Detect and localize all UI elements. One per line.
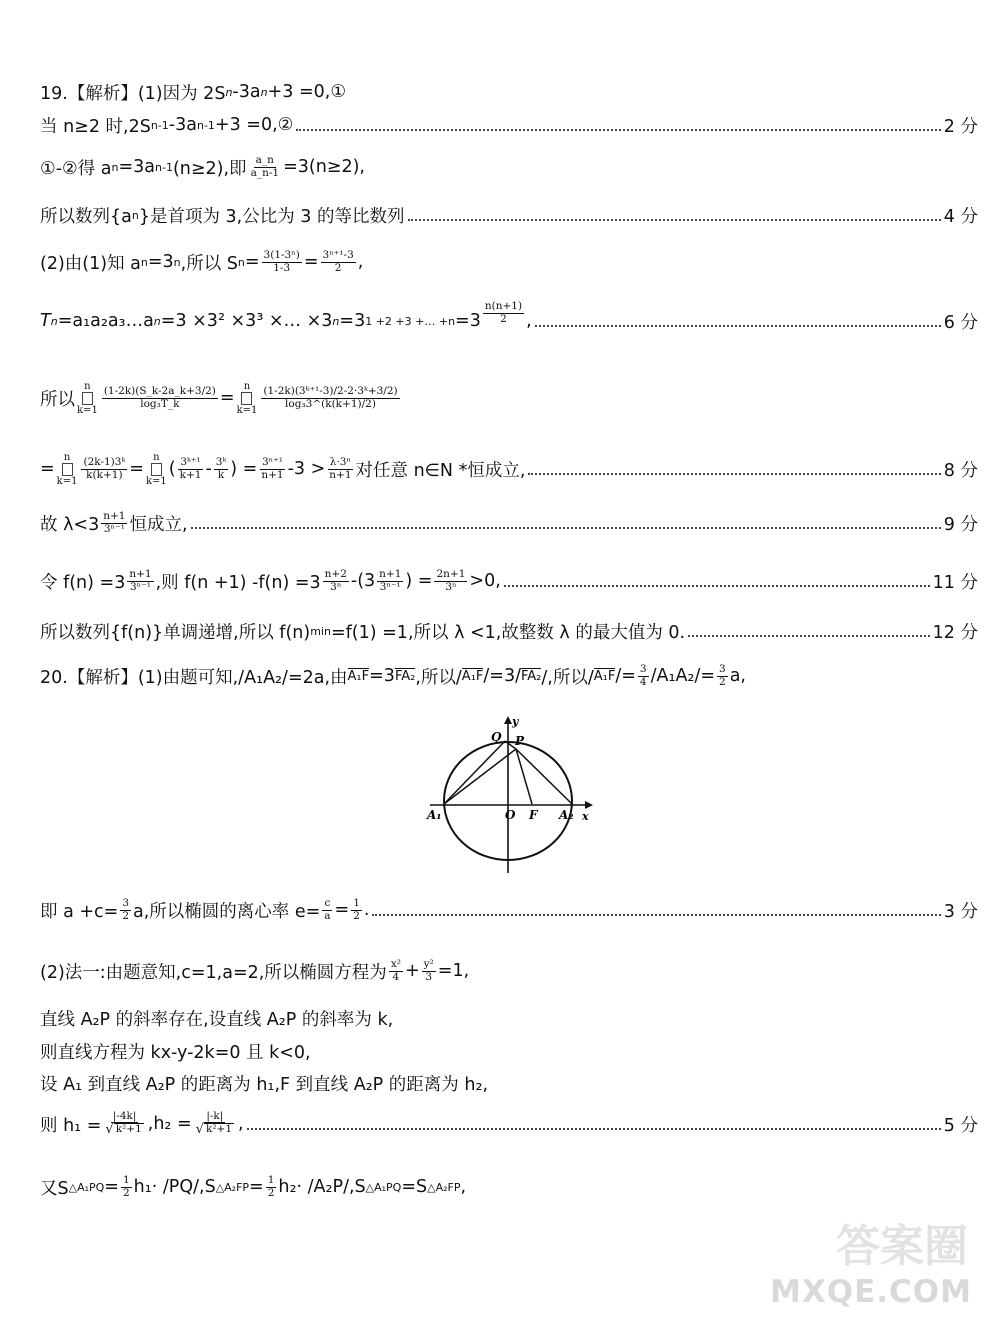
- sol20-line3: (2)法一:由题意知,c=1,a=2,所以椭圆方程为 $\frac{\text{x²}}{4}$ + $\frac{\text{y²}}{3}$ =1,: [40, 957, 470, 983]
- watermark: [769, 1210, 972, 1310]
- fraction: $\frac{\text{(2k-1)3ᵏ}}{k(k+1)}$: [83, 455, 126, 481]
- fraction: $\frac{\text{3(1-3ⁿ)}}{1-3}$: [263, 248, 300, 274]
- fraction: $\frac{n+1}{\text{3ⁿ⁻¹}}$: [103, 509, 126, 535]
- fraction: $\frac{n+2}{\text{3ⁿ}}$: [324, 567, 347, 593]
- y-axis-label: y: [512, 715, 519, 728]
- fraction: |-k| √ k²+1: [195, 1109, 233, 1138]
- point-f-label: F: [529, 808, 538, 822]
- fraction: $\frac{n+1}{\text{3ⁿ⁻¹}}$: [129, 567, 152, 593]
- fraction: $\frac{\text{x²}}{4}$: [390, 957, 401, 983]
- leader-dots: [688, 635, 930, 637]
- fraction: $\frac{1}{2}$: [353, 896, 360, 922]
- sol20-line6: 设 A₁ 到直线 A₂P 的距离为 h₁,F 到直线 A₂P 的距离为 h₂,: [40, 1074, 489, 1095]
- x-axis-label: x: [582, 810, 589, 823]
- point-a2-label: A₂: [559, 808, 574, 822]
- fraction: $\frac{n+1}{\text{3ⁿ⁻¹}}$: [379, 567, 402, 593]
- score-8: 8 分: [943, 460, 978, 481]
- watermark-text: MXQE.COM: [769, 1274, 972, 1310]
- fraction: $\frac{\text{3ⁿ⁺¹}}{n+1}$: [261, 455, 284, 481]
- fraction: $\frac{\text{3ᵏ⁺¹}}{k+1}$: [179, 455, 202, 481]
- fraction: $\frac{2n+1}{\text{3ⁿ}}$: [436, 567, 466, 593]
- fraction: $\frac{\text{3ᵏ}}{k}$: [215, 455, 227, 481]
- score-12: 12 分: [932, 622, 978, 643]
- sol19-line10: 令 f(n) =3 $\frac{n+1}{\text{3ⁿ⁻¹}}$ ,则 f(n +1) -f(n) =3 $\frac{n+2}{\text{3ⁿ}}$ -(3 $\frac{n+1}{\text{3ⁿ⁻¹}}$ ) = $\frac{2n+1}{\text{3ⁿ}}$ >0, 11 分: [40, 567, 978, 593]
- fraction: $\frac{3}{2}$: [122, 896, 129, 922]
- score-4: 4 分: [943, 206, 978, 227]
- leader-dots: [535, 325, 941, 327]
- sol20-line5: 则直线方程为 kx-y-2k=0 且 k<0,: [40, 1042, 311, 1063]
- sol20-line2: 即 a +c= $\frac{3}{2}$ a,所以椭圆的离心率 e= $\frac{c}{a}$ = $\frac{1}{2}$ . 3 分: [40, 896, 978, 922]
- sol19-line5: (2)由(1)知 a n =3 n ,所以 S n = $\frac{\text{3(1-3ⁿ)}}{1-3}$ = $\frac{\text{3ⁿ⁺¹-3}}{2}$ ,: [40, 248, 364, 274]
- ellipse-figure: [425, 713, 595, 875]
- fraction: $\frac{c}{a}$: [324, 896, 331, 922]
- leader-dots: [191, 527, 941, 529]
- fraction: $\frac{\text{3ⁿ⁺¹-3}}{2}$: [322, 248, 354, 274]
- point-a1-label: A₁: [427, 808, 442, 822]
- score-9: 9 分: [943, 514, 978, 535]
- fraction: $\frac{3}{2}$: [719, 662, 726, 688]
- sol20-line8: 又S △A₁PQ = $\frac{1}{2}$ h₁· /PQ/,S △A₂FP = $\frac{1}{2}$ h₂· /A₂P/,S △A₁PQ =S △A₂FP ,: [40, 1173, 467, 1199]
- sum-symbol: n k=1: [77, 380, 98, 416]
- leader-dots: [408, 219, 941, 221]
- origin-label: O: [505, 808, 516, 822]
- fraction: $\frac{\text{(1-2k)(3ᵏ⁺¹-3)/2-2·3ᵏ+3/2)}}{\text{log₃3\textasciicircum{}(k(k+1)/2)}}$: [263, 384, 398, 410]
- sol19-line2: 当 n≥2 时,2S n-1 -3a n-1 +3 =0,② 2 分: [40, 110, 978, 140]
- sol19-line4: 所以数列{a n }是首项为 3,公比为 3 的等比数列 4 分: [40, 200, 978, 230]
- leader-dots: [372, 914, 940, 916]
- sol19-line1: 19.【解析】(1)因为 2S n -3a n +3 =0,①: [40, 82, 347, 104]
- sol19-line11: 所以数列{f(n)}单调递增,所以 f(n) min =f(1) =1,所以 λ <1,故整数 λ 的最大值为 0. 12 分: [40, 616, 978, 646]
- sol19-line3: ①-②得 a n =3a n-1 (n≥2),即 $\frac{a\_n}{a\_n-1}$ =3(n≥2),: [40, 153, 365, 179]
- fraction: $\frac{3}{4}$: [639, 662, 647, 688]
- fraction: $\frac{\text{λ·3ⁿ}}{n+1}$: [329, 455, 352, 481]
- exponent-fraction: $\frac{n(n+1)}{2}$: [484, 299, 523, 325]
- sol19-line9: 故 λ<3 $\frac{n+1}{\text{3ⁿ⁻¹}}$ 恒成立, 9 分: [40, 509, 978, 535]
- point-p-label: P: [515, 734, 525, 748]
- sol20-line1: 20.【解析】(1)由题可知,/A₁A₂/=2a,由 A₁F =3 FA₂ ,所以/ A₁F /=3/ FA₂ /,所以/ A₁F /= $\frac{3}{4}$ /A₁A₂/= $\frac{3}{2}$ a,: [40, 662, 746, 688]
- sum-symbol: n k=1: [145, 451, 167, 487]
- sol19-line8: = n k=1 $\frac{\text{(2k-1)3ᵏ}}{k(k+1)}$ = n k=1 ( $\frac{\text{3ᵏ⁺¹}}{k+1}$ - $\frac{\text{3ᵏ}}{k}$ ) = $\frac{\text{3ⁿ⁺¹}}{n+1}$ -3 > $\frac{\text{λ·3ⁿ}}{n+1}$ 对任意 n∈N *恒成立, 8 分: [40, 451, 978, 487]
- score-3: 3 分: [943, 901, 978, 922]
- fraction: $\frac{\text{y²}}{3}$: [423, 957, 434, 983]
- leader-dots: [504, 585, 930, 587]
- watermark-logo: 答案圈: [836, 1221, 968, 1272]
- score-2: 2 分: [943, 116, 978, 137]
- fraction: $\frac{1}{2}$: [267, 1173, 275, 1199]
- point-q-label: Q: [491, 730, 502, 744]
- sol20-line7: 则 h₁ = |-4k| √ k²+1 ,h₂ = |-k| √ k²+1 , 5 分: [40, 1109, 978, 1138]
- leader-dots: [528, 473, 940, 475]
- sol19-line7: 所以 n k=1 $\frac{(1-2k)(S\_k-2a\_k+3/2)}{\text{log₃T\_k}}$ = n k=1 $\frac{\text{(1-2k)(3ᵏ⁺¹-3)/2-2·3ᵏ+3/2)}}{\text{log₃3\textasciicircum{}(k(k+1)/2)}}$: [40, 380, 398, 416]
- sum-symbol: n k=1: [56, 451, 78, 487]
- score-5: 5 分: [943, 1115, 978, 1136]
- leader-dots: [247, 1128, 941, 1130]
- fraction: |-4k| √ k²+1: [105, 1109, 142, 1138]
- score-11: 11 分: [932, 572, 978, 593]
- sum-symbol: n k=1: [236, 380, 258, 416]
- sol20-line4: 直线 A₂P 的斜率存在,设直线 A₂P 的斜率为 k,: [40, 1009, 394, 1030]
- fraction: $\frac{a\_n}{a\_n-1}$: [250, 153, 280, 179]
- sol19-line6: T n =a₁a₂a₃…a n =3 ×3² ×3³ ×… ×3 n =3 1 +2 +3 +… +n =3 $\frac{n(n+1)}{2}$ , 6 分: [40, 299, 978, 333]
- leader-dots: [296, 129, 940, 131]
- fraction: $\frac{1}{2}$: [122, 1173, 130, 1199]
- score-6: 6 分: [943, 312, 978, 333]
- fraction: $\frac{(1-2k)(S\_k-2a\_k+3/2)}{\text{log₃T\_k}}$: [103, 384, 216, 410]
